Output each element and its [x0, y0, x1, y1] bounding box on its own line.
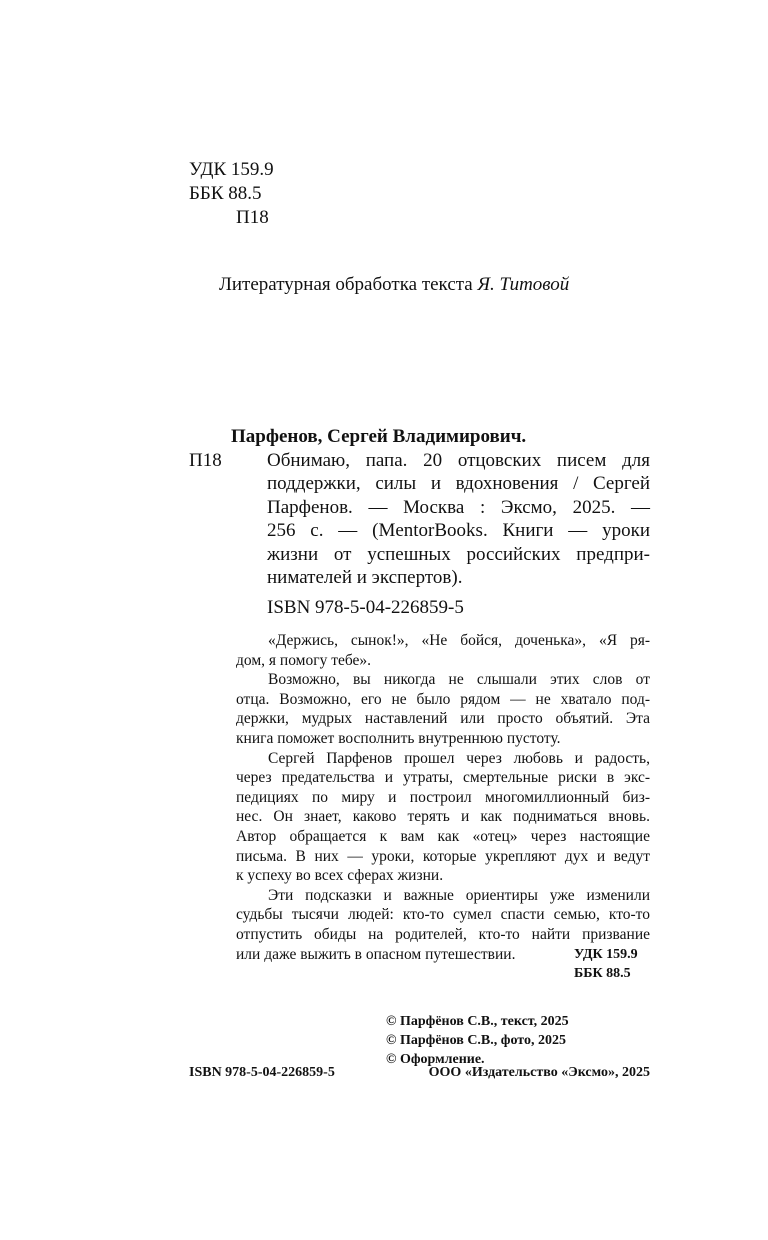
annotation-line: к успеху во всех сферах жизни.	[236, 867, 444, 885]
annotation-line: через предательства и утраты, смертельные риски в экс-	[236, 769, 650, 787]
udk-code: УДК 159.9	[189, 159, 274, 180]
copyright-line: © Парфёнов С.В., фото, 2025	[386, 1033, 566, 1048]
copyright-line: © Оформление.	[386, 1052, 485, 1067]
author-mark: П18	[236, 207, 269, 228]
annotation-line: «Держись, сынок!», «Не бойся, доченька», «Я ря-	[268, 632, 650, 649]
annotation-line: нес. Он знает, каково терять и как подниматься вновь.	[236, 808, 650, 826]
literary-processing	[219, 273, 569, 297]
literary-processing-name: Я. Титовой	[477, 274, 570, 295]
annotation-line: держки, мудрых наставлений или просто объятий. Эта	[236, 710, 650, 728]
annotation-line: педициях по миру и построил многомиллионный биз-	[236, 788, 650, 806]
annotation-line: книга поможет восполнить внутреннюю пустоту.	[236, 729, 561, 747]
annotation-line: судьбы тысячи людей: кто-то сумел спасти семью, кто-то	[236, 906, 650, 924]
annotation-line: Автор обращается к вам как «отец» через настоящие	[236, 827, 650, 845]
annotation-line: Возможно, вы никогда не слышали этих слов от	[268, 671, 650, 689]
annotation-line: Эти подсказки и важные ориентиры уже изменили	[268, 886, 650, 904]
bibliographic-isbn: ISBN 978-5-04-226859-5	[267, 597, 464, 618]
bibliographic-mark: П18	[189, 450, 222, 471]
bibliographic-line: Парфенов. — Москва : Эксмо, 2025. —	[267, 496, 650, 518]
copyright-isbn: ISBN 978-5-04-226859-5	[189, 1065, 335, 1080]
annotation-line: или даже выжить в опасном путешествии.	[236, 945, 516, 963]
bibliographic-description	[267, 449, 650, 589]
literary-processing-prefix: Литературная обработка текста	[219, 274, 473, 295]
bibliographic-line: 256 с. — (MentorBooks. Книги — уроки	[267, 520, 650, 542]
annotation-line: письма. В них — уроки, которые укрепляют дух и ведут	[236, 847, 650, 865]
annotation-line: Сергей Парфенов прошел через любовь и радость,	[268, 749, 650, 767]
bibliographic-line: жизни от успешных российских предпри-	[267, 543, 650, 565]
bbk-code: ББК 88.5	[189, 183, 262, 204]
annotation	[236, 631, 650, 964]
bibliographic-line: нимателей и экспертов).	[267, 567, 463, 589]
annotation-line: дом, я помогу тебе».	[236, 651, 372, 669]
bibliographic-author: Парфенов, Сергей Владимирович.	[231, 426, 527, 447]
bibliographic-line: поддержки, силы и вдохновения / Сергей	[267, 473, 650, 495]
bibliographic-line: Обнимаю, папа. 20 отцовских писем для	[267, 450, 650, 471]
copyright-publisher: ООО «Издательство «Эксмо», 2025	[428, 1065, 650, 1080]
annotation-line: отпустить обиды на родителей, кто-то найти призвание	[236, 925, 650, 943]
annotation-line: отца. Возможно, его не было рядом — не хватало под-	[236, 690, 650, 708]
copyright-line: © Парфёнов С.В., текст, 2025	[386, 1014, 569, 1029]
annotation-bbk: ББК 88.5	[574, 966, 631, 981]
annotation-udk: УДК 159.9	[574, 947, 638, 962]
